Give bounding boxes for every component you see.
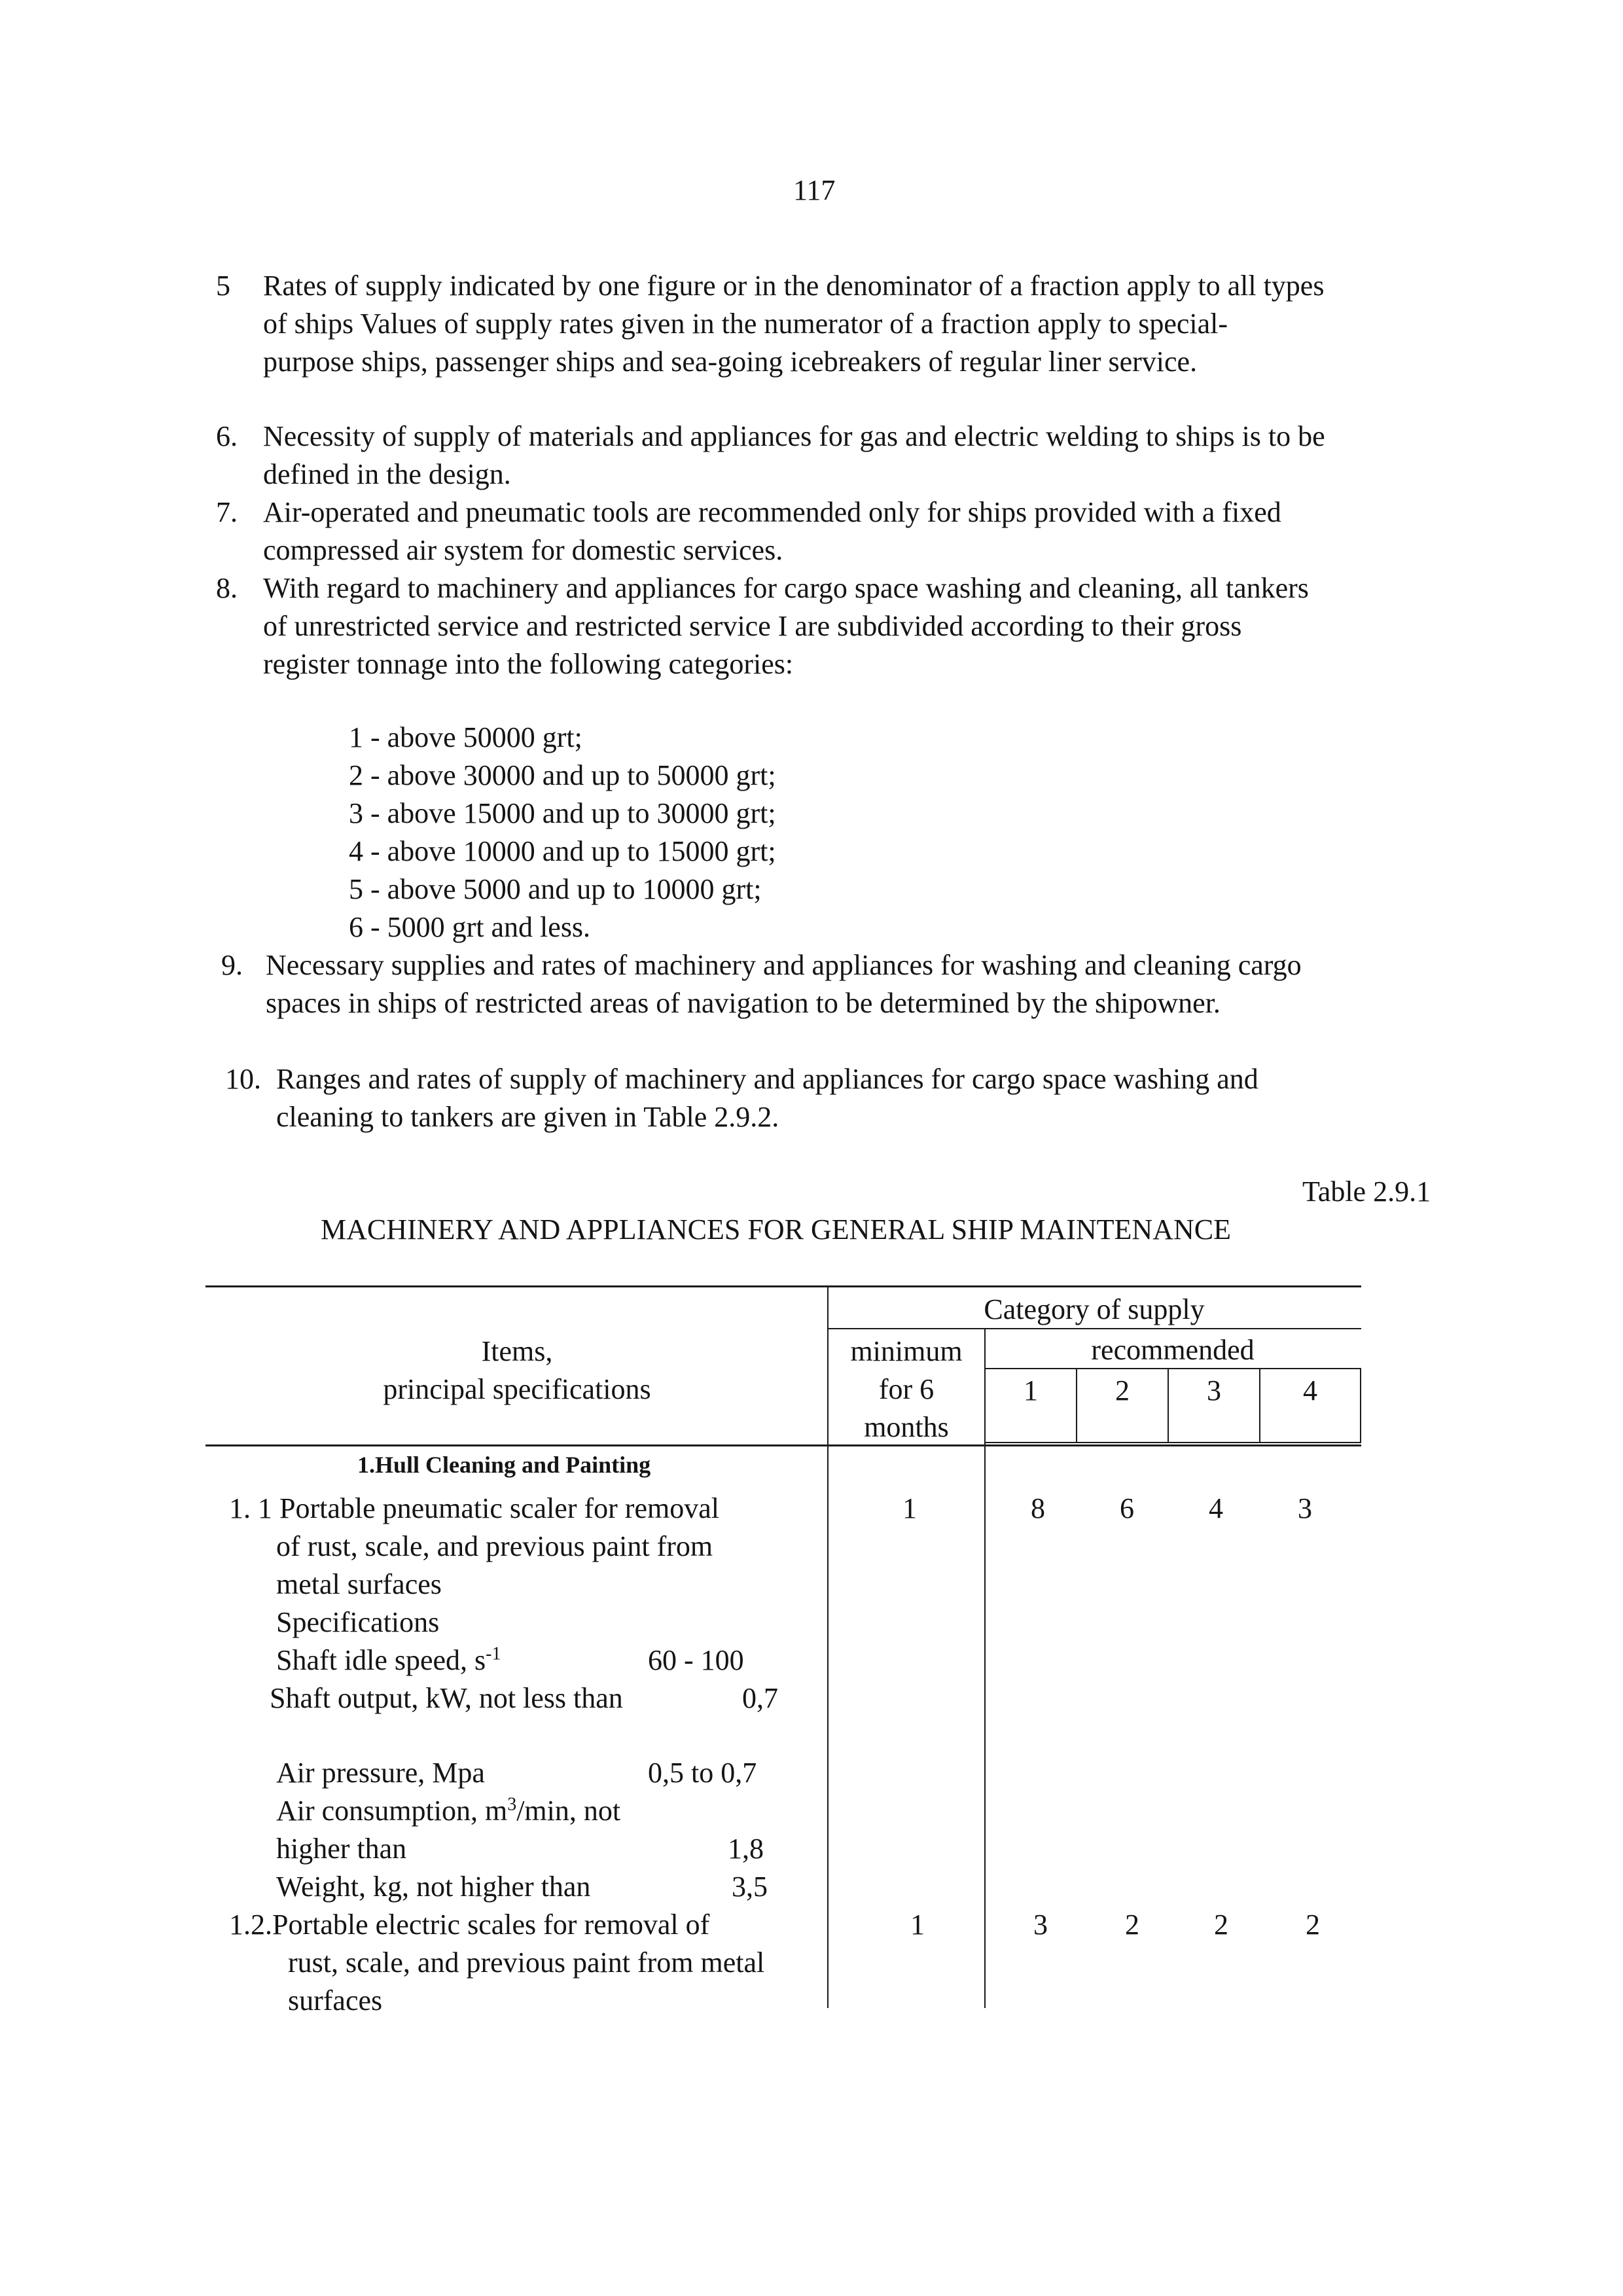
- note-text-line: With regard to machinery and appliances for cargo space washing and cleaning, all tankers: [263, 572, 1309, 604]
- note-text-line: purpose ships, passenger ships and sea-going icebreakers of regular liner service.: [263, 346, 1198, 378]
- note-text-line: spaces in ships of restricted areas of navigation to be determined by the shipowner.: [266, 987, 1221, 1019]
- note-text-line: Necessary supplies and rates of machinery and appliances for washing and cleaning cargo: [266, 949, 1302, 981]
- header-bottom-rule: [205, 1444, 1361, 1446]
- page-number: 117: [793, 174, 836, 206]
- items-header: Items,: [481, 1335, 553, 1367]
- note-text-line: defined in the design.: [263, 458, 511, 490]
- note-number: 6.: [216, 420, 238, 452]
- note-text-line: Air-operated and pneumatic tools are recommended only for ships provided with a fixed: [263, 496, 1281, 528]
- spec-value: 3,5: [732, 1871, 768, 1903]
- items-header-sub: principal specifications: [383, 1373, 651, 1405]
- minimum-header: months: [864, 1411, 949, 1443]
- note-text-line: Necessity of supply of materials and appliances for gas and electric welding to ships is to be: [263, 420, 1325, 452]
- note-number: 7.: [216, 496, 238, 528]
- minimum-header: minimum: [850, 1335, 963, 1367]
- category-item: 4 - above 10000 and up to 15000 grt;: [349, 835, 776, 867]
- cell-cat-2: 6: [1120, 1492, 1134, 1524]
- note-text-line: register tonnage into the following categories:: [263, 648, 794, 680]
- row-label-line: Specifications: [276, 1606, 440, 1638]
- row-label-line: rust, scale, and previous paint from metal: [288, 1946, 765, 1979]
- spec-value: 1,8: [728, 1833, 764, 1865]
- minimum-header: for 6: [878, 1373, 935, 1405]
- note-text-line: of ships Values of supply rates given in the numerator of a fraction apply to special-: [263, 308, 1228, 340]
- row-label-line: of rust, scale, and previous paint from: [276, 1530, 713, 1562]
- cell-cat-1: 8: [1031, 1492, 1045, 1524]
- col-header-2: 2: [1115, 1374, 1130, 1407]
- col-header-1: 1: [1024, 1374, 1038, 1407]
- spec-name: higher than: [276, 1833, 407, 1865]
- category-item: 1 - above 50000 grt;: [349, 721, 582, 753]
- cell-cat-2: 2: [1125, 1909, 1139, 1941]
- row-label-line: 1.2.Portable electric scales for removal of: [229, 1909, 710, 1941]
- cell-cat-3: 4: [1209, 1492, 1223, 1524]
- row-label-line: 1. 1 Portable pneumatic scaler for removal: [229, 1492, 719, 1524]
- cols-bottom-rule: [984, 1442, 1361, 1443]
- spec-value: 0,7: [742, 1682, 778, 1714]
- spec-name: Shaft idle speed, $s^{-1}$: [276, 1643, 501, 1676]
- spec-value: 60 - 100: [648, 1644, 744, 1676]
- category-item: 3 - above 15000 and up to 30000 grt;: [349, 797, 776, 829]
- cell-cat-4: 2: [1306, 1909, 1320, 1941]
- note-text-line: of unrestricted service and restricted service I are subdivided according to their gross: [263, 610, 1242, 642]
- table-label: Table 2.9.1: [1302, 1175, 1431, 1208]
- row-label-line: surfaces: [288, 1984, 383, 2017]
- table-title: MACHINERY AND APPLIANCES FOR GENERAL SHIP MAINTENANCE: [321, 1213, 1231, 1246]
- spec-name: Air pressure, Mpa: [276, 1757, 485, 1789]
- spec-name: Air consumption, $m^3/\min$, not: [276, 1794, 621, 1827]
- spec-name: Weight, kg, not higher than: [276, 1871, 591, 1903]
- table-top-rule: [205, 1285, 1361, 1287]
- note-number: 9.: [221, 949, 243, 981]
- cell-minimum: 1: [910, 1909, 925, 1941]
- section-title: 1.Hull Cleaning and Painting: [357, 1452, 651, 1478]
- note-number: 10.: [225, 1063, 261, 1095]
- note-number: 5: [216, 270, 230, 302]
- note-text-line: compressed air system for domestic services.: [263, 534, 783, 566]
- note-text-line: Ranges and rates of supply of machinery and appliances for cargo space washing and: [276, 1063, 1258, 1095]
- category-item: 5 - above 5000 and up to 10000 grt;: [349, 873, 762, 905]
- note-text-line: Rates of supply indicated by one figure or in the denominator of a fraction apply to all types: [263, 270, 1325, 302]
- category-item: 2 - above 30000 and up to 50000 grt;: [349, 759, 776, 791]
- category-of-supply-header: Category of supply: [984, 1293, 1205, 1325]
- spec-name: Shaft output, kW, not less than: [270, 1682, 623, 1714]
- table-right-edge: [1360, 1368, 1361, 1443]
- col-header-4: 4: [1303, 1374, 1317, 1407]
- cell-cat-3: 2: [1214, 1909, 1228, 1941]
- note-number: 8.: [216, 572, 238, 604]
- cell-cat-1: 3: [1033, 1909, 1048, 1941]
- column-divider: [984, 1328, 986, 2008]
- recommended-header: recommended: [1091, 1334, 1255, 1366]
- cell-cat-4: 3: [1298, 1492, 1312, 1524]
- note-text-line: cleaning to tankers are given in Table 2.9.2.: [276, 1101, 779, 1133]
- spec-value: 0,5 to 0,7: [648, 1757, 757, 1789]
- cell-minimum: 1: [902, 1492, 917, 1524]
- col-header-3: 3: [1207, 1374, 1221, 1407]
- row-label-line: metal surfaces: [276, 1568, 442, 1600]
- category-item: 6 - 5000 grt and less.: [349, 911, 591, 943]
